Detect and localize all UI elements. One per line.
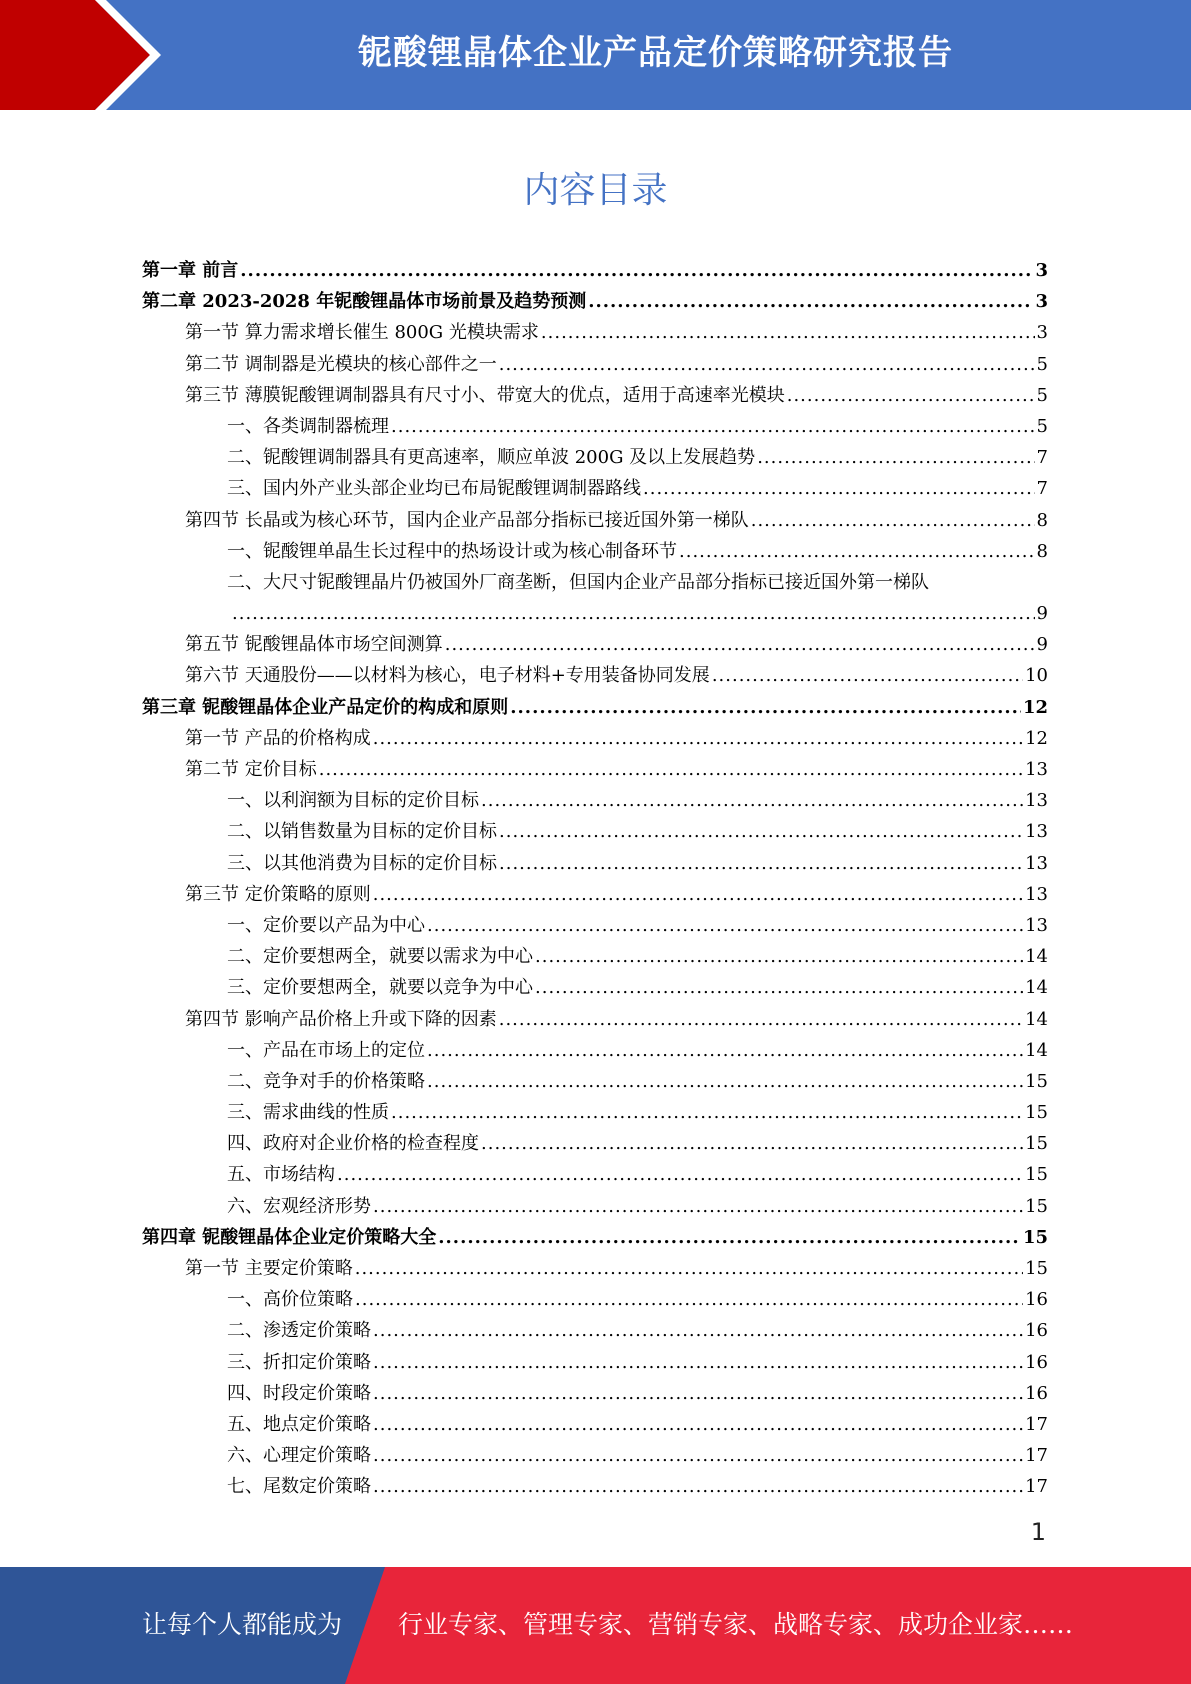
toc-page-number: 12 [1022,696,1048,718]
toc-entry-text: 一、高价位策略 [227,1289,353,1311]
toc-page-number: 15 [1025,1258,1048,1279]
toc-page-number: 8 [1036,509,1048,531]
toc-page-number: 16 [1025,1289,1048,1311]
toc-entry[interactable] [142,505,1048,536]
toc-entry-text: 一、铌酸锂单晶生长过程中的热场设计或为核心制备环节 [227,540,677,562]
toc-page-number: 13 [1025,821,1048,843]
toc-entry-text: 三、定价要想两全，就要以竞争为中心 [227,977,533,999]
toc-dot-leader [240,255,1033,286]
toc-entry[interactable] [142,536,1048,567]
page-header [0,0,1191,110]
toc-entry[interactable] [142,754,1048,785]
toc-page-number: 5 [1036,384,1048,406]
toc-page-number: 15 [1025,1195,1048,1217]
toc-page-number: 15 [1025,1164,1048,1186]
toc-page-number: 16 [1025,1320,1048,1342]
toc-entry-text: 第六节 天通股份——以材料为核心，电子材料+专用装备协同发展 [185,665,710,687]
toc-entry[interactable] [142,629,1048,660]
toc-entry[interactable] [142,473,1048,504]
toc-entry[interactable] [142,349,1048,380]
toc-entry-text: 第一节 算力需求增长催生 800G 光模块需求 [185,322,539,344]
toc-page-number: 3 [1035,260,1048,281]
toc-entry-text: 一、以利润额为目标的定价目标 [227,790,479,812]
toc-entry[interactable] [142,1066,1048,1097]
toc-dot-leader [373,1409,1023,1440]
toc-dot-leader [643,473,1035,504]
toc-entry[interactable] [142,1035,1048,1066]
toc-entry-text: 三、折扣定价策略 [227,1351,371,1373]
toc-entry-text: 三、以其他消费为目标的定价目标 [227,852,497,874]
toc-entry[interactable] [142,1128,1048,1159]
toc-dot-leader [319,754,1023,785]
toc-page-number: 13 [1025,914,1048,936]
toc-page-number: 15 [1025,1102,1048,1124]
toc-entry-text: 第一节 产品的价格构成 [185,727,371,749]
toc-page-number: 12 [1025,727,1048,749]
toc-page-number: 8 [1036,540,1048,562]
toc-entry-text: 二、定价要想两全，就要以需求为中心 [227,946,533,968]
toc-dot-leader [337,1159,1023,1190]
toc-dot-leader [373,723,1023,754]
toc-entry-text: 五、地点定价策略 [227,1413,371,1435]
toc-entry[interactable] [142,972,1048,1003]
toc-page-number: 9 [1036,634,1048,656]
toc-dot-leader [355,1284,1023,1315]
toc-entry[interactable] [142,1440,1048,1471]
toc-entry[interactable] [142,1004,1048,1035]
toc-entry[interactable] [142,1315,1048,1346]
toc-entry-text: 第二章 2023-2028 年铌酸锂晶体市场前景及趋势预测 [142,291,587,313]
toc-dot-leader [373,1347,1023,1378]
toc-dot-leader [499,816,1023,847]
toc-entry[interactable] [142,1409,1048,1440]
toc-entry[interactable] [142,317,1048,348]
toc-dot-leader [510,692,1021,723]
toc-entry[interactable] [142,660,1048,691]
toc-dot-leader [499,1004,1023,1035]
toc-entry[interactable] [142,692,1048,723]
toc-page-number: 3 [1036,322,1048,344]
toc-dot-leader [373,1471,1023,1502]
toc-entry-text: 第三章 铌酸锂晶体企业产品定价的构成和原则 [142,696,509,718]
toc-entry[interactable] [142,723,1048,754]
toc-entry-text: 二、大尺寸铌酸锂晶片仍被国外厂商垄断，但国内企业产品部分指标已接近国外第一梯队 [227,571,929,593]
toc-dot-leader [535,972,1023,1003]
footer-slogan-left: 让每个人都能成为 [142,1610,343,1639]
toc-dot-leader [499,848,1023,879]
toc-heading: 内容目录 [523,170,668,211]
page-footer [0,1567,1191,1684]
toc-entry-text: 五、市场结构 [227,1164,335,1186]
toc-dot-leader [757,442,1034,473]
toc-entry[interactable] [142,1378,1048,1409]
toc-dot-leader [391,1097,1023,1128]
toc-entry[interactable] [142,286,1048,317]
toc-page-number: 13 [1025,852,1048,874]
toc-page-number: 14 [1025,946,1048,968]
toc-entry-text: 二、铌酸锂调制器具有更高速率，顺应单波 200G 及以上发展趋势 [227,447,756,469]
toc-entry[interactable] [142,879,1048,910]
toc-page-number: 14 [1025,1039,1048,1061]
toc-dot-leader [541,317,1035,348]
toc-entry[interactable] [142,1191,1048,1222]
toc-entry[interactable] [142,1347,1048,1378]
toc-dot-leader [427,1066,1023,1097]
toc-entry[interactable] [142,941,1048,972]
toc-dot-leader [373,1378,1023,1409]
toc-entry[interactable] [142,411,1048,442]
toc-entry-text: 第一章 前言 [142,260,239,281]
toc-entry-text: 一、产品在市场上的定位 [227,1039,425,1061]
toc-dot-leader [481,785,1023,816]
toc-entry-text: 三、需求曲线的性质 [227,1102,389,1124]
toc-dot-leader [373,879,1023,910]
toc-dot-leader [445,629,1035,660]
toc-dot-leader [712,660,1023,691]
toc-entry[interactable] [142,1222,1048,1253]
toc-dot-leader [535,941,1023,972]
header-red-arrow [0,0,150,110]
toc-entry-text: 第一节 主要定价策略 [185,1258,353,1279]
toc-page-number: 7 [1036,447,1048,469]
report-title: 铌酸锂晶体企业产品定价策略研究报告 [358,33,953,73]
footer-slogan-right: 行业专家、管理专家、营销专家、战略专家、成功企业家…… [398,1610,1074,1639]
toc-page-number: 17 [1025,1476,1048,1498]
toc-entry[interactable] [142,380,1048,411]
toc-entry-text: 二、竞争对手的价格策略 [227,1070,425,1092]
toc-dot-leader [679,536,1035,567]
toc-page-number: 15 [1025,1070,1048,1092]
toc-entry-text: 四、政府对企业价格的检查程度 [227,1133,479,1155]
toc-page-number: 16 [1025,1351,1048,1373]
toc-page-number: 3 [1035,291,1048,313]
toc-dot-leader [427,1035,1023,1066]
toc-dot-leader [588,286,1033,317]
toc-entry-text: 二、渗透定价策略 [227,1320,371,1342]
toc-entry-text: 第二节 调制器是光模块的核心部件之一 [185,353,497,375]
toc-dot-leader [499,349,1035,380]
toc-entry[interactable] [142,1097,1048,1128]
toc-entry[interactable] [142,255,1048,286]
toc-entry-text: 六、心理定价策略 [227,1445,371,1467]
toc-dot-leader [373,1191,1023,1222]
toc-entry-text: 第三节 薄膜铌酸锂调制器具有尺寸小、带宽大的优点，适用于高速率光模块 [185,384,785,406]
toc-entry[interactable] [142,1471,1048,1502]
toc-entry-text: 第五节 铌酸锂晶体市场空间测算 [185,634,443,656]
toc-entry[interactable] [142,567,1048,598]
toc-page-number: 13 [1025,790,1048,812]
toc-page-number: 13 [1025,883,1048,905]
toc-page-number: 13 [1025,759,1048,780]
toc-entry-text: 六、宏观经济形势 [227,1195,371,1217]
toc-page-number: 16 [1025,1382,1048,1404]
toc-entry[interactable] [142,816,1048,847]
toc-page-number: 9 [1036,603,1048,625]
toc-entry[interactable] [142,1284,1048,1315]
toc-page-number: 5 [1036,353,1048,375]
toc-entry[interactable] [142,1253,1048,1284]
toc-dot-leader [373,1440,1023,1471]
toc-dot-leader [391,411,1035,442]
toc-page-number: 14 [1025,1008,1048,1030]
toc-dot-leader [355,1253,1023,1284]
toc-page-number: 15 [1025,1133,1048,1155]
toc-entry[interactable] [142,442,1048,473]
toc-entry-text: 七、尾数定价策略 [227,1476,371,1498]
toc-entry-text: 三、国内外产业头部企业均已布局铌酸锂调制器路线 [227,478,641,500]
toc-entry-text: 第二节 定价目标 [185,759,317,780]
toc-entry-text: 四、时段定价策略 [227,1382,371,1404]
toc-entry[interactable] [142,848,1048,879]
toc-dot-leader [427,910,1023,941]
toc-dot-leader [787,380,1035,411]
toc-dot-leader [373,1315,1023,1346]
toc-entry[interactable] [142,910,1048,941]
toc-page-number: 17 [1025,1445,1048,1467]
toc-entry-text: 第四节 长晶或为核心环节，国内企业产品部分指标已接近国外第一梯队 [185,509,749,531]
toc-dot-leader [481,1128,1023,1159]
toc-page-number: 5 [1036,415,1048,437]
toc-entry-text: 一、定价要以产品为中心 [227,914,425,936]
toc-page-number: 15 [1022,1226,1048,1248]
table-of-contents [142,255,1048,1503]
toc-page-number: 17 [1025,1413,1048,1435]
toc-dot-leader [751,505,1035,536]
toc-dot-leader [438,1222,1021,1253]
toc-entry-continuation[interactable] [142,598,1048,629]
toc-entry[interactable] [142,785,1048,816]
toc-dot-leader [232,598,1035,629]
toc-entry-text: 二、以销售数量为目标的定价目标 [227,821,497,843]
toc-entry-text: 第四节 影响产品价格上升或下降的因素 [185,1008,497,1030]
toc-entry[interactable] [142,1159,1048,1190]
toc-page-number: 10 [1025,665,1048,687]
page-number: 1 [1030,1518,1046,1546]
toc-page-number: 14 [1025,977,1048,999]
toc-entry-text: 第三节 定价策略的原则 [185,883,371,905]
toc-entry-text: 一、各类调制器梳理 [227,415,389,437]
toc-entry-text: 第四章 铌酸锂晶体企业定价策略大全 [142,1226,437,1248]
toc-page-number: 7 [1036,478,1048,500]
